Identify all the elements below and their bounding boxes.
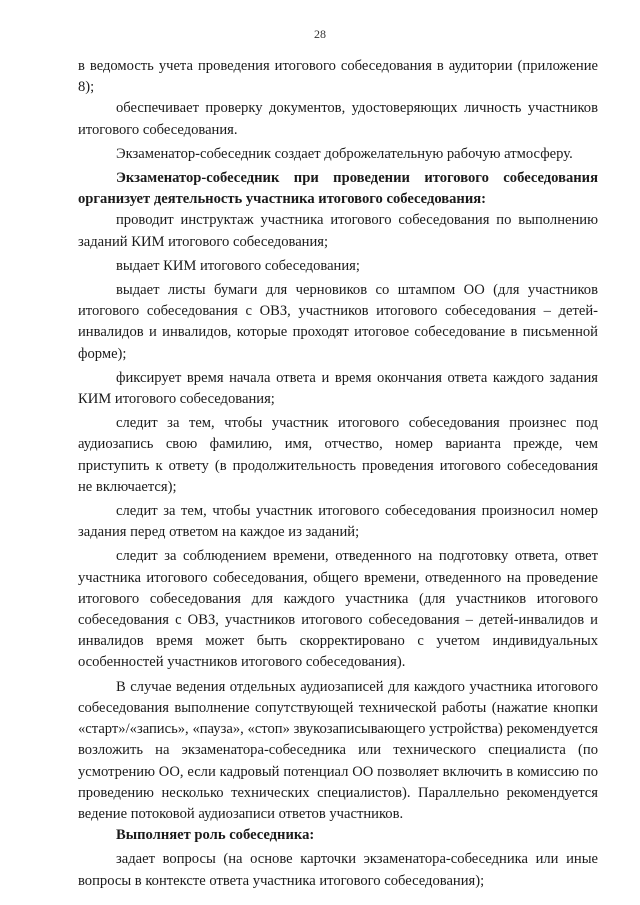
paragraph: следит за тем, чтобы участник итогового собеседования произносил номер задания перед ответом на каждое из заданий; xyxy=(78,503,598,541)
paragraph: фиксирует время начала ответа и время окончания ответа каждого задания КИМ итогового собеседования; xyxy=(78,369,598,408)
paragraph: Экзаменатор-собеседник создает доброжелательную рабочую атмосферу. xyxy=(116,145,573,162)
paragraph: В случае ведения отдельных аудиозаписей для каждого участника итогового собеседования выполнение сопутствующей технической работы (нажатие кнопки «старт»/«запись», «пауза», «стоп» звукозаписывающего устройства) рекомендуется возложить на экзаменатора-собеседника или технического специалиста (по усмотрению ОО, если кадровый потенциал ОО позволяет включить в комиссию по проведению несколько технических специалистов). Параллельно рекомендуется ведение потоковой аудиозаписи ответов участников. xyxy=(78,678,598,822)
paragraph: выдает КИМ итогового собеседования; xyxy=(116,257,360,274)
section-heading: Выполняет роль собеседника: xyxy=(116,827,315,844)
paragraph: в ведомость учета проведения итогового собеседования в аудитории (приложение 8); xyxy=(78,58,598,96)
document-body xyxy=(78,56,598,892)
page-number: 28 xyxy=(314,27,326,41)
paragraph: выдает листы бумаги для черновиков со штампом ОО (для участников итогового собеседования с ОВЗ, участников итогового собеседования – детей-инвалидов и инвалидов, которые проходят итоговое собеседование в письменной форме); xyxy=(78,282,598,362)
paragraph: проводит инструктаж участника итогового собеседования по выполнению заданий КИМ итогового собеседования; xyxy=(78,212,598,250)
paragraph: обеспечивает проверку документов, удостоверяющих личность участников итогового собеседования. xyxy=(78,100,598,138)
paragraph: следит за тем, чтобы участник итогового собеседования произнес под аудиозапись свою фамилию, имя, отчество, номер варианта прежде, чем приступить к ответу (в продолжительность проведения итогового собеседования не включается); xyxy=(78,415,598,495)
section-heading: Экзаменатор-собеседник при проведении итогового собеседования организует деятельность участника итогового собеседования: xyxy=(78,170,598,208)
paragraph: задает вопросы (на основе карточки экзаменатора-собеседника или иные вопросы в контексте ответа участника итогового собеседования); xyxy=(78,851,598,889)
paragraph: следит за соблюдением времени, отведенного на подготовку ответа, ответ участника итогового собеседования, общего времени, отведенного на проведение итогового собеседования для каждого участника (для участников итогового собеседования с ОВЗ, участников итогового собеседования – детей-инвалидов и инвалидов время может быть скорректировано с учетом индивидуальных особенностей участников итогового собеседования). xyxy=(78,548,598,671)
